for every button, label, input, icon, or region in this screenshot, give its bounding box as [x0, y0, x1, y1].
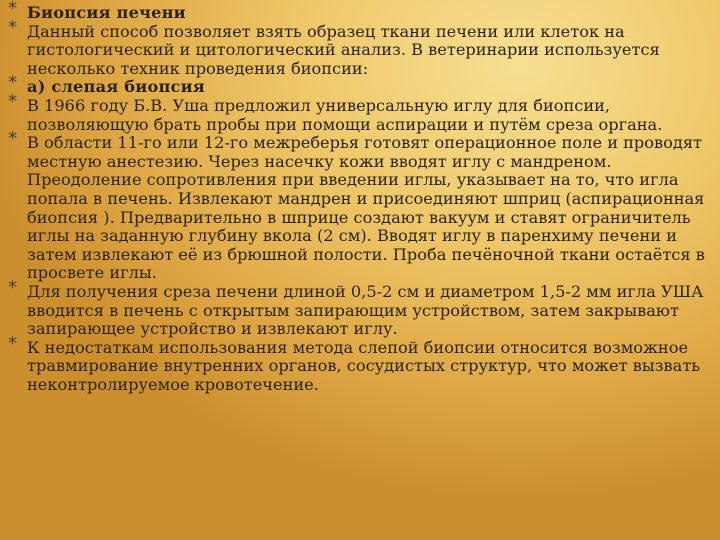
bullet-intro	[8, 16, 708, 79]
bullet-procedure	[8, 128, 708, 283]
bullet-text: а) слепая биопсия	[27, 77, 205, 97]
bullet-title	[8, 0, 708, 23]
bullet-subheading	[8, 72, 708, 97]
bullet-drawbacks	[8, 332, 708, 395]
bullet-text: Биопсия печени	[27, 3, 186, 22]
bullet-text: В области 11-го или 12-го межреберья готовят операционное поле и проводят местную анестезию. Через насечку кожи вводят иглу с мандреном. Преодоление сопротивления при введении иглы, указывает на то, что игла попала в печень. Извлекают мандрен и присоединяют шприц (аспирационная биопсия ). Предварительно в шприце создают вакуум и ставят ограничитель иглы на заданную глубину вкола (2 см). Вводят иглу в паренхиму печени и затем извлекают её из брюшной полости. Проба печёночной ткани остаётся в просвете иглы.	[27, 133, 705, 283]
bullet-marker-icon: *	[8, 128, 17, 150]
bullet-text: В 1966 году Б.В. Уша предложил универсальную иглу для биопсии, позволяющую брать пробы при помощи аспирации и путём среза органа.	[27, 95, 663, 134]
slide-content	[8, 0, 708, 534]
bullet-marker-icon: *	[8, 16, 17, 38]
bullet-marker-icon: *	[8, 276, 17, 298]
bullet-list	[8, 0, 708, 394]
bullet-marker-icon: *	[8, 0, 17, 19]
bullet-section	[8, 276, 708, 339]
bullet-text: К недостаткам использования метода слепой биопсии относится возможное травмирование внутренних органов, сосудистых структур, что может вызвать неконтролируемое кровотечение.	[27, 337, 701, 394]
bullet-text: Данный способ позволяет взять образец ткани печени или клеток на гистологический и цитологический анализ. В ветеринарии используется несколько техник проведения биопсии:	[27, 21, 660, 78]
bullet-history	[8, 90, 708, 134]
bullet-marker-icon: *	[8, 72, 17, 94]
bullet-marker-icon: *	[8, 90, 17, 112]
bullet-marker-icon: *	[8, 332, 17, 354]
bullet-text: Для получения среза печени длиной 0,5-2 см и диаметром 1,5-2 мм игла УША вводится в печень с открытым запирающим устройством, затем закрывают запирающее устройство и извлекают иглу.	[27, 281, 704, 339]
